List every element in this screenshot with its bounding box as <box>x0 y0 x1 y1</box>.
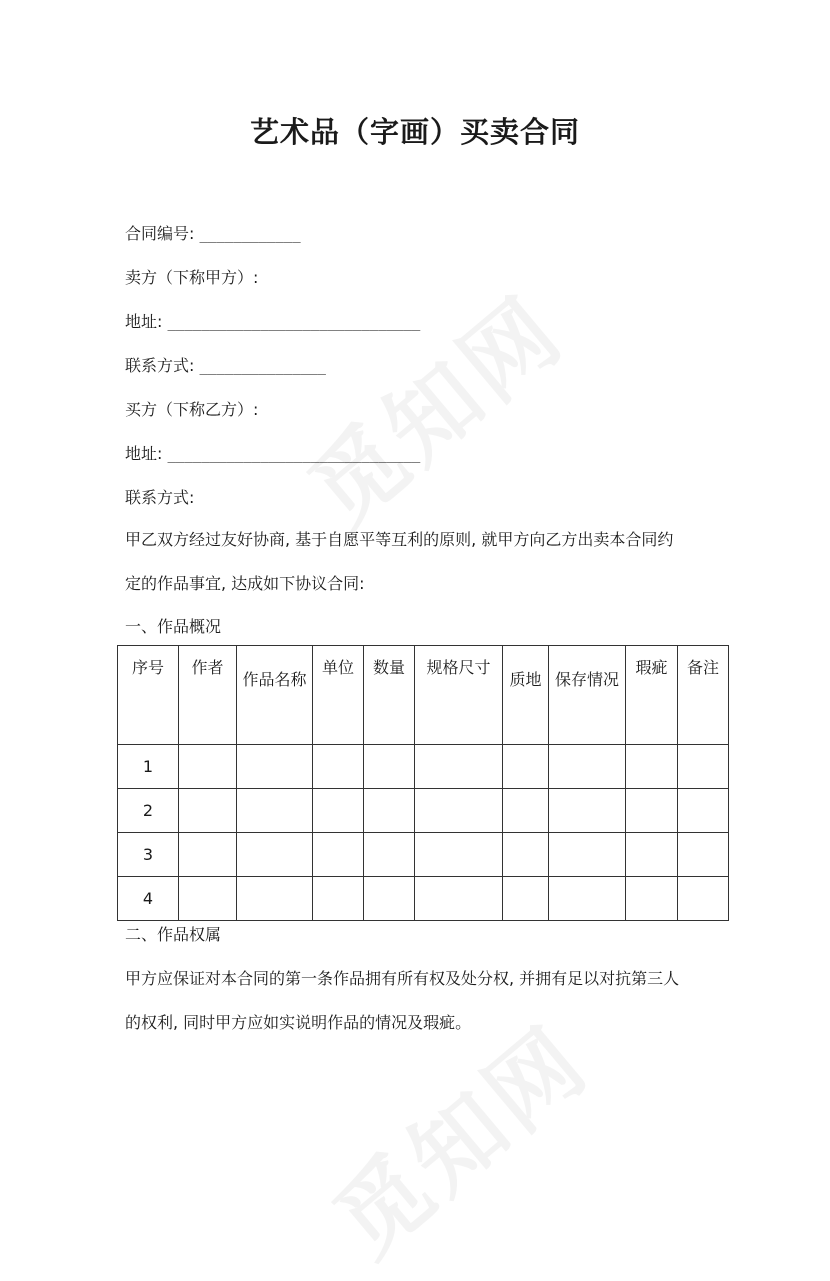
seller-contact-blank[interactable]: _______________ <box>199 359 326 375</box>
table-cell[interactable] <box>678 745 729 789</box>
table-cell[interactable] <box>503 877 549 921</box>
table-cell[interactable] <box>237 833 313 877</box>
row-number: 4 <box>118 877 179 921</box>
contract-number-blank[interactable]: ____________ <box>199 227 301 243</box>
section2-line-2: 的权利, 同时甲方应如实说明作品的情况及瑕疵。 <box>125 1013 472 1032</box>
table-cell[interactable] <box>237 877 313 921</box>
table-cell[interactable] <box>549 745 626 789</box>
table-row <box>118 833 729 877</box>
intro-line-1: 甲乙双方经过友好协商, 基于自愿平等互利的原则, 就甲方向乙方出卖本合同约 <box>125 530 674 549</box>
table-cell[interactable] <box>179 745 237 789</box>
watermark <box>277 261 587 551</box>
table-cell[interactable] <box>364 877 415 921</box>
column-header: 瑕疵 <box>626 646 678 745</box>
table-cell[interactable] <box>179 877 237 921</box>
section2-heading: 二、作品权属 <box>125 925 222 944</box>
table-cell[interactable] <box>626 789 678 833</box>
table-cell[interactable] <box>364 833 415 877</box>
seller-address-label: 地址: <box>125 312 168 331</box>
table-row <box>118 745 729 789</box>
contract-number-line <box>125 224 301 245</box>
table-cell[interactable] <box>415 833 503 877</box>
table-cell[interactable] <box>503 789 549 833</box>
buyer-address-blank[interactable]: ______________________________ <box>167 447 421 463</box>
section1-heading: 一、作品概况 <box>125 617 222 636</box>
table-cell[interactable] <box>313 833 364 877</box>
table-cell[interactable] <box>678 833 729 877</box>
buyer-address-label: 地址: <box>125 444 168 463</box>
table-cell[interactable] <box>313 745 364 789</box>
table-cell[interactable] <box>678 877 729 921</box>
column-header: 保存情况 <box>549 646 626 745</box>
seller-contact-line <box>125 356 326 377</box>
table-cell[interactable] <box>364 745 415 789</box>
table-cell[interactable] <box>626 745 678 789</box>
section2-line-1: 甲方应保证对本合同的第一条作品拥有所有权及处分权, 并拥有足以对抗第三人 <box>125 969 680 988</box>
column-header: 数量 <box>364 646 415 745</box>
watermark-bottom <box>302 991 612 1281</box>
column-header: 作者 <box>179 646 237 745</box>
table-cell[interactable] <box>503 745 549 789</box>
table-cell[interactable] <box>364 789 415 833</box>
column-header: 备注 <box>678 646 729 745</box>
seller-address-blank[interactable]: ______________________________ <box>167 315 421 331</box>
table-cell[interactable] <box>549 789 626 833</box>
table-header-row <box>118 646 729 745</box>
column-header: 作品名称 <box>237 646 313 745</box>
table-cell[interactable] <box>313 789 364 833</box>
table-cell[interactable] <box>415 745 503 789</box>
intro-line-2: 定的作品事宜, 达成如下协议合同: <box>125 574 365 593</box>
column-header: 质地 <box>503 646 549 745</box>
table-cell[interactable] <box>415 877 503 921</box>
row-number: 2 <box>118 789 179 833</box>
table-cell[interactable] <box>237 745 313 789</box>
contract-number-label: 合同编号: <box>125 224 200 243</box>
seller-contact-label: 联系方式: <box>125 356 200 375</box>
table-cell[interactable] <box>179 833 237 877</box>
table-cell[interactable] <box>237 789 313 833</box>
table-row <box>118 877 729 921</box>
column-header: 序号 <box>118 646 179 745</box>
seller-address-line <box>125 312 420 333</box>
document-title: 艺术品（字画）买卖合同 <box>249 115 580 149</box>
table-cell[interactable] <box>626 877 678 921</box>
table-cell[interactable] <box>179 789 237 833</box>
works-table <box>117 645 729 921</box>
table-cell[interactable] <box>503 833 549 877</box>
table-row <box>118 789 729 833</box>
buyer-address-line <box>125 444 420 465</box>
table-cell[interactable] <box>415 789 503 833</box>
row-number: 1 <box>118 745 179 789</box>
seller-heading: 卖方（下称甲方）: <box>125 268 259 287</box>
buyer-heading: 买方（下称乙方）: <box>125 400 259 419</box>
column-header: 单位 <box>313 646 364 745</box>
table-cell[interactable] <box>678 789 729 833</box>
table-cell[interactable] <box>549 833 626 877</box>
buyer-contact-label: 联系方式: <box>125 488 195 507</box>
table-cell[interactable] <box>549 877 626 921</box>
table-cell[interactable] <box>313 877 364 921</box>
table-cell[interactable] <box>626 833 678 877</box>
row-number: 3 <box>118 833 179 877</box>
column-header: 规格尺寸 <box>415 646 503 745</box>
